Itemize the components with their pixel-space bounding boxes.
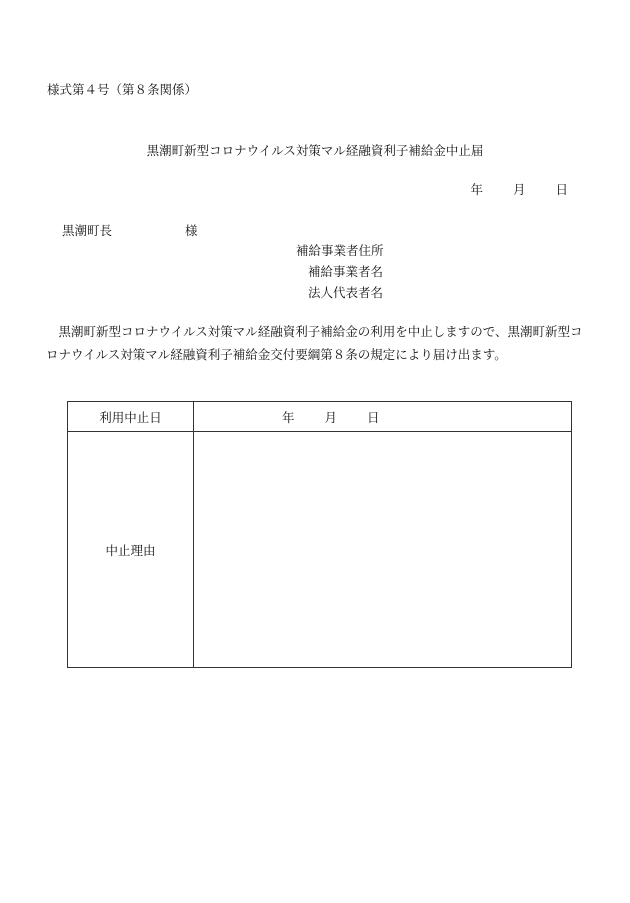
cancellation-date-label: 利用中止日	[68, 402, 194, 432]
addressee: 黒潮町長	[62, 223, 113, 238]
cancel-day: 日	[367, 409, 380, 425]
table-row	[68, 402, 572, 432]
cancellation-reason-label: 中止理由	[68, 432, 194, 668]
applicant-address-label: 補給事業者住所	[296, 243, 384, 258]
date-day: 日	[555, 182, 568, 197]
cancellation-reason-field[interactable]	[194, 432, 572, 668]
honorific: 様	[185, 223, 198, 238]
form-number: 様式第４号（第８条関係）	[47, 82, 198, 97]
cancellation-date-field[interactable]	[194, 402, 572, 432]
body-text: 黒潮町新型コロナウイルス対策マル経融資利子補給金の利用を中止しますので、黒潮町新型コロナウイルス対策マル経融資利子補給金交付要綱第８条の規定により届け出ます。	[46, 324, 583, 362]
applicant-block	[296, 241, 384, 304]
cancellation-table	[67, 401, 572, 668]
submission-date	[470, 180, 568, 198]
document-title: 黒潮町新型コロナウイルス対策マル経融資利子補給金中止届	[146, 143, 484, 158]
table-row	[68, 432, 572, 668]
cancel-year: 年	[282, 409, 295, 425]
applicant-name-label: 補給事業者名	[308, 264, 384, 279]
date-month: 月	[512, 182, 526, 197]
date-year: 年	[470, 182, 483, 197]
cancel-month: 月	[324, 409, 338, 425]
representative-label: 法人代表者名	[308, 285, 384, 300]
